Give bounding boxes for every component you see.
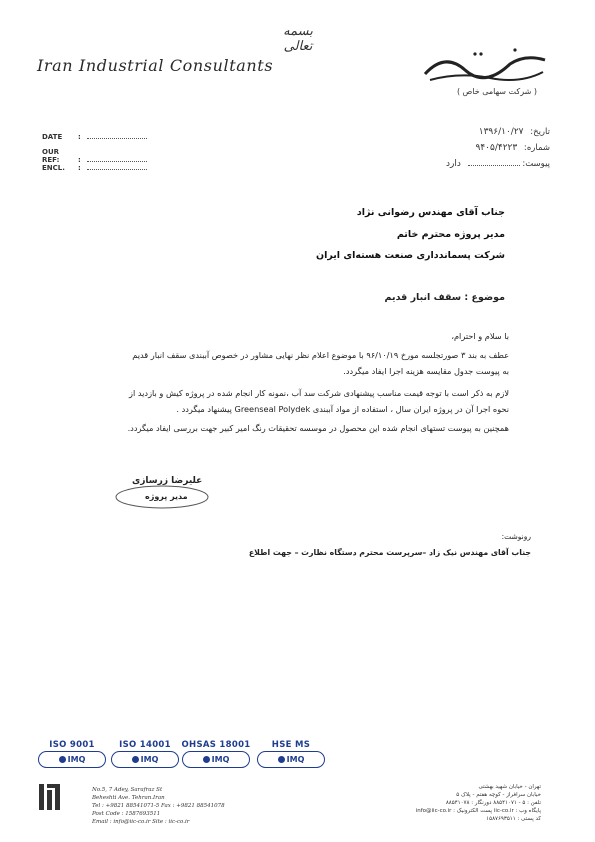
company-type-label: ( شرکت سهامی خاص ): [456, 87, 537, 96]
letter-subject: موضوع : سقف انبار قدیم: [384, 292, 505, 303]
number-value-fa: ۹۴۰۵/۴۲۲۳: [475, 143, 518, 153]
recipient-name: جناب آقای مهندس رضوانی نژاد: [356, 207, 505, 218]
number-field-fa: شماره: ۹۴۰۵/۴۲۲۳: [475, 143, 550, 153]
phone-line-fa: تلفن : ۵ - ۸۸۵۴۱۰۷۱ دورنگار : ۸۸۵۴۱۰۷۸: [445, 800, 541, 806]
body-paragraph-line: نحوه اجرا آن در پروژه ایران سال ، استفاده از مواد آببندی Greenseal Polydek پیشنهاد میگردد .: [176, 404, 509, 414]
postcode-line-fa: کد پستی : ۱۵۸۷۶۹۳۵۱۱: [486, 816, 541, 822]
company-name-english: Iran Industrial Consultants: [37, 56, 274, 75]
bismillah-heading: بسمه تعالی: [283, 24, 313, 54]
address-line-fa: خیابان سرافراز - کوچه هفتم - پلاک ۵: [456, 792, 541, 798]
our-ref-label-en: OUR REF:: [42, 148, 60, 164]
cc-label: رونوشت:: [501, 532, 531, 541]
imq-badge: IMQ: [67, 755, 86, 764]
postcode-line-en: Post Code : 1587693511: [92, 811, 161, 817]
signer-name: علیرضا زرسازی: [132, 476, 203, 486]
body-paragraph-line: به پیوست جدول مقایسه هزینه اجرا ایفاد میگردد.: [343, 366, 509, 376]
phone-line-en: Tel : +9821 88541071-5 Fax : +9821 88541078: [92, 803, 225, 809]
iso-14001-badge: [110, 740, 180, 774]
cert-name: OHSAS 18001: [181, 740, 251, 750]
imq-badge: IMQ: [286, 755, 305, 764]
date-value-fa: ۱۳۹۶/۱۰/۲۷: [478, 127, 524, 137]
recipient-company: شرکت پسماندداری صنعت هسته‌ای ایران: [315, 250, 505, 261]
company-logo-icon: [39, 784, 63, 810]
body-paragraph-line: عطف به بند ۳ صورتجلسه مورخ ۹۶/۱۰/۱۹ با موضوع اعلام نظر نهایی مشاور در خصوص آببندی سقف انبار قدیم: [132, 350, 509, 360]
web-line-fa: پایگاه وب : iic-co.ir پست الکترونیک : info@iic-co.ir: [415, 808, 541, 814]
encl-field-en: ENCL. :: [42, 163, 147, 172]
address-line-en: Beheshti Ave. Tehran.Iran: [92, 795, 165, 801]
date-field-en: DATE :: [42, 132, 147, 141]
star-icon: [59, 756, 66, 763]
our-ref-field-en: OUR REF: :: [42, 148, 147, 164]
address-line-en: No.5, 7 Adey, Sarafraz St: [92, 787, 163, 793]
attachment-value-fa: دارد: [446, 159, 461, 169]
company-logo-persian: [415, 42, 555, 87]
address-line-fa: تهران - خیابان شهید بهشتی: [478, 784, 541, 790]
number-label-fa: شماره: [526, 143, 550, 153]
star-icon: [278, 756, 285, 763]
encl-label-en: ENCL.: [42, 164, 65, 172]
iso-9001-badge: [37, 740, 107, 774]
date-label-fa: تاریخ: [533, 127, 550, 137]
date-label-en: DATE: [42, 133, 63, 141]
cert-name: ISO 14001: [119, 740, 171, 750]
cc-recipient: جناب آقای مهندس نیک زاد –سرپرست محترم دستگاه نظارت – جهت اطلاع: [248, 548, 531, 557]
greeting: با سلام و احترام،: [451, 331, 509, 341]
email-line-en: Email : info@iic-co.ir Site : iic-co.ir: [92, 819, 190, 825]
star-icon: [132, 756, 139, 763]
attachment-field-fa: پیوست: دارد: [446, 159, 550, 169]
attachment-label-fa: پیوست: [525, 159, 550, 169]
signer-title: مدیر پروژه: [145, 492, 188, 501]
imq-badge: IMQ: [211, 755, 230, 764]
recipient-title: مدیر پروژه محترم خاتم: [396, 229, 505, 240]
body-paragraph-line: لازم به ذکر است با توجه قیمت مناسب پیشنهادی شرکت سد آب ،نمونه کار انجام شده در پروژه کیش و بازدید از: [129, 388, 509, 398]
cert-name: ISO 9001: [49, 740, 95, 750]
body-paragraph-line: همچنین به پیوست تستهای انجام شده این محصول در موسسه تحقیقات رنگ امیر کبیر جهت بررسی ایفاد میگردد.: [127, 423, 509, 433]
hse-ms-badge: [256, 740, 326, 774]
ohsas-18001-badge: [181, 740, 251, 774]
cert-name: HSE MS: [271, 740, 311, 750]
date-field-fa: تاریخ: ۱۳۹۶/۱۰/۲۷: [478, 127, 550, 137]
star-icon: [203, 756, 210, 763]
imq-badge: IMQ: [140, 755, 159, 764]
